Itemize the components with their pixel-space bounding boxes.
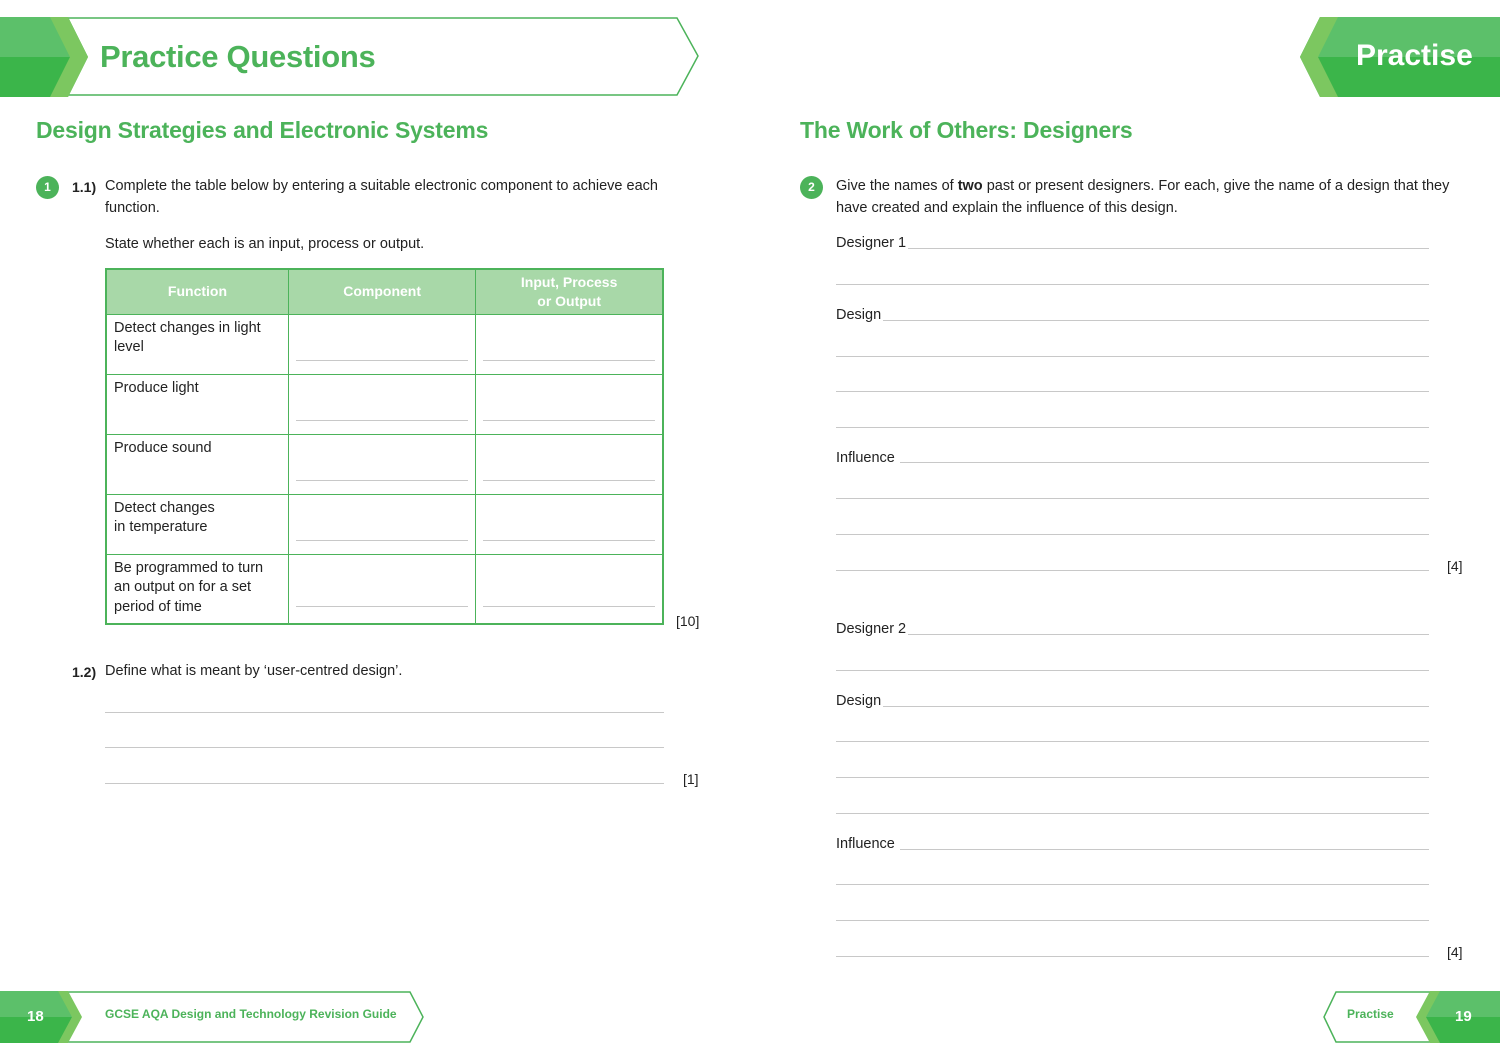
type-answer-field[interactable] [476, 314, 663, 374]
question-text-line: have created and explain the influence of this design. [836, 199, 1178, 216]
text-span: Give the names of [836, 178, 958, 194]
header-line: or Output [537, 292, 602, 309]
subquestion-number: 1.1) [72, 179, 97, 195]
type-answer-field[interactable] [476, 434, 663, 494]
answer-line[interactable] [105, 783, 664, 784]
question-text [105, 176, 705, 219]
question-text: Define what is meant by ‘user-centred design’. [105, 663, 403, 679]
cell-line: Produce light [114, 379, 199, 396]
emphasis-text: two [957, 178, 983, 194]
influence-2-field[interactable] [900, 849, 1429, 850]
question-number-badge: 1 [36, 176, 59, 199]
influence-1-label: Influence [836, 450, 895, 466]
cell-line: level [114, 339, 144, 355]
answer-line [483, 540, 655, 541]
answer-line [296, 606, 468, 607]
marks-label: [4] [1447, 558, 1463, 574]
answer-line[interactable] [836, 813, 1429, 814]
answer-line [483, 420, 655, 421]
table-row [106, 314, 663, 374]
page-number-right: 19 [1455, 1008, 1472, 1025]
question-text-line [836, 176, 1476, 198]
answer-line[interactable] [836, 356, 1429, 357]
answer-line[interactable] [105, 712, 664, 713]
answer-line[interactable] [836, 498, 1429, 499]
question-instruction: State whether each is an input, process or output. [105, 236, 425, 252]
answer-line[interactable] [105, 747, 664, 748]
answer-line [483, 606, 655, 607]
column-header-component: Component [288, 269, 475, 314]
column-header-function: Function [106, 269, 288, 314]
marks-label: [1] [683, 771, 699, 787]
answer-line [296, 360, 468, 361]
answer-line[interactable] [836, 391, 1429, 392]
footer-section-label: Practise [1347, 1007, 1394, 1021]
design-2-label: Design [836, 693, 882, 709]
function-cell [106, 494, 288, 554]
section-title-right: The Work of Others: Designers [800, 117, 1133, 143]
column-header-type [476, 269, 663, 314]
component-answer-field[interactable] [288, 374, 475, 434]
design-2-field[interactable] [883, 706, 1429, 707]
question-text-line: Complete the table below by entering a suitable electronic component to achieve each [105, 178, 658, 194]
function-cell [106, 314, 288, 374]
marks-label: [10] [676, 613, 700, 629]
table-row [106, 554, 663, 624]
book-title: GCSE AQA Design and Technology Revision Guide [105, 1007, 397, 1021]
answer-line[interactable] [836, 956, 1429, 957]
question-text [836, 176, 1476, 219]
designer-1-field[interactable] [908, 248, 1429, 249]
answer-line [483, 480, 655, 481]
components-table [105, 268, 664, 625]
table-row [106, 494, 663, 554]
answer-line[interactable] [836, 670, 1429, 671]
question-number-badge: 2 [800, 176, 823, 199]
header-banner-left [0, 17, 700, 97]
type-answer-field[interactable] [476, 494, 663, 554]
page-header-title: Practice Questions [100, 39, 376, 74]
marks-label: [4] [1447, 944, 1463, 960]
table-header-row [106, 269, 663, 314]
cell-line: an output on for a set [114, 579, 252, 595]
question-text-line: function. [105, 199, 160, 216]
cell-line: Be programmed to turn [114, 559, 264, 576]
influence-1-field[interactable] [900, 462, 1429, 463]
designer-2-label: Designer 2 [836, 621, 907, 637]
design-1-field[interactable] [883, 320, 1429, 321]
table-row [106, 434, 663, 494]
answer-line[interactable] [836, 884, 1429, 885]
header-tab-right [1298, 17, 1500, 97]
cell-line: period of time [114, 598, 202, 615]
function-cell [106, 374, 288, 434]
design-1-label: Design [836, 307, 882, 323]
function-cell [106, 434, 288, 494]
component-answer-field[interactable] [288, 434, 475, 494]
cell-line: Detect changes [114, 499, 215, 516]
subquestion-number: 1.2) [72, 664, 97, 680]
answer-line[interactable] [836, 777, 1429, 778]
answer-line[interactable] [836, 284, 1429, 285]
influence-2-label: Influence [836, 836, 895, 852]
section-title-left: Design Strategies and Electronic Systems [36, 117, 489, 143]
function-cell [106, 554, 288, 624]
designer-1-label: Designer 1 [836, 235, 907, 251]
table-row [106, 374, 663, 434]
answer-line [296, 540, 468, 541]
cell-line: in temperature [114, 519, 208, 535]
answer-line[interactable] [836, 920, 1429, 921]
footer-left [0, 991, 425, 1043]
designer-2-field[interactable] [908, 634, 1429, 635]
answer-line[interactable] [836, 570, 1429, 571]
section-tab-label: Practise [1356, 39, 1473, 72]
answer-line[interactable] [836, 427, 1429, 428]
answer-line [296, 420, 468, 421]
component-answer-field[interactable] [288, 494, 475, 554]
cell-line: Produce sound [114, 439, 212, 456]
component-answer-field[interactable] [288, 554, 475, 624]
page-number-left: 18 [27, 1008, 44, 1025]
type-answer-field[interactable] [476, 374, 663, 434]
answer-line [296, 480, 468, 481]
answer-line[interactable] [836, 534, 1429, 535]
component-answer-field[interactable] [288, 314, 475, 374]
footer-right [1322, 991, 1500, 1043]
answer-line [483, 360, 655, 361]
answer-line[interactable] [836, 741, 1429, 742]
text-span: past or present designers. For each, give the name of a design that they [982, 178, 1450, 194]
type-answer-field[interactable] [476, 554, 663, 624]
cell-line: Detect changes in light [114, 319, 261, 336]
header-line: Input, Process [520, 273, 618, 290]
